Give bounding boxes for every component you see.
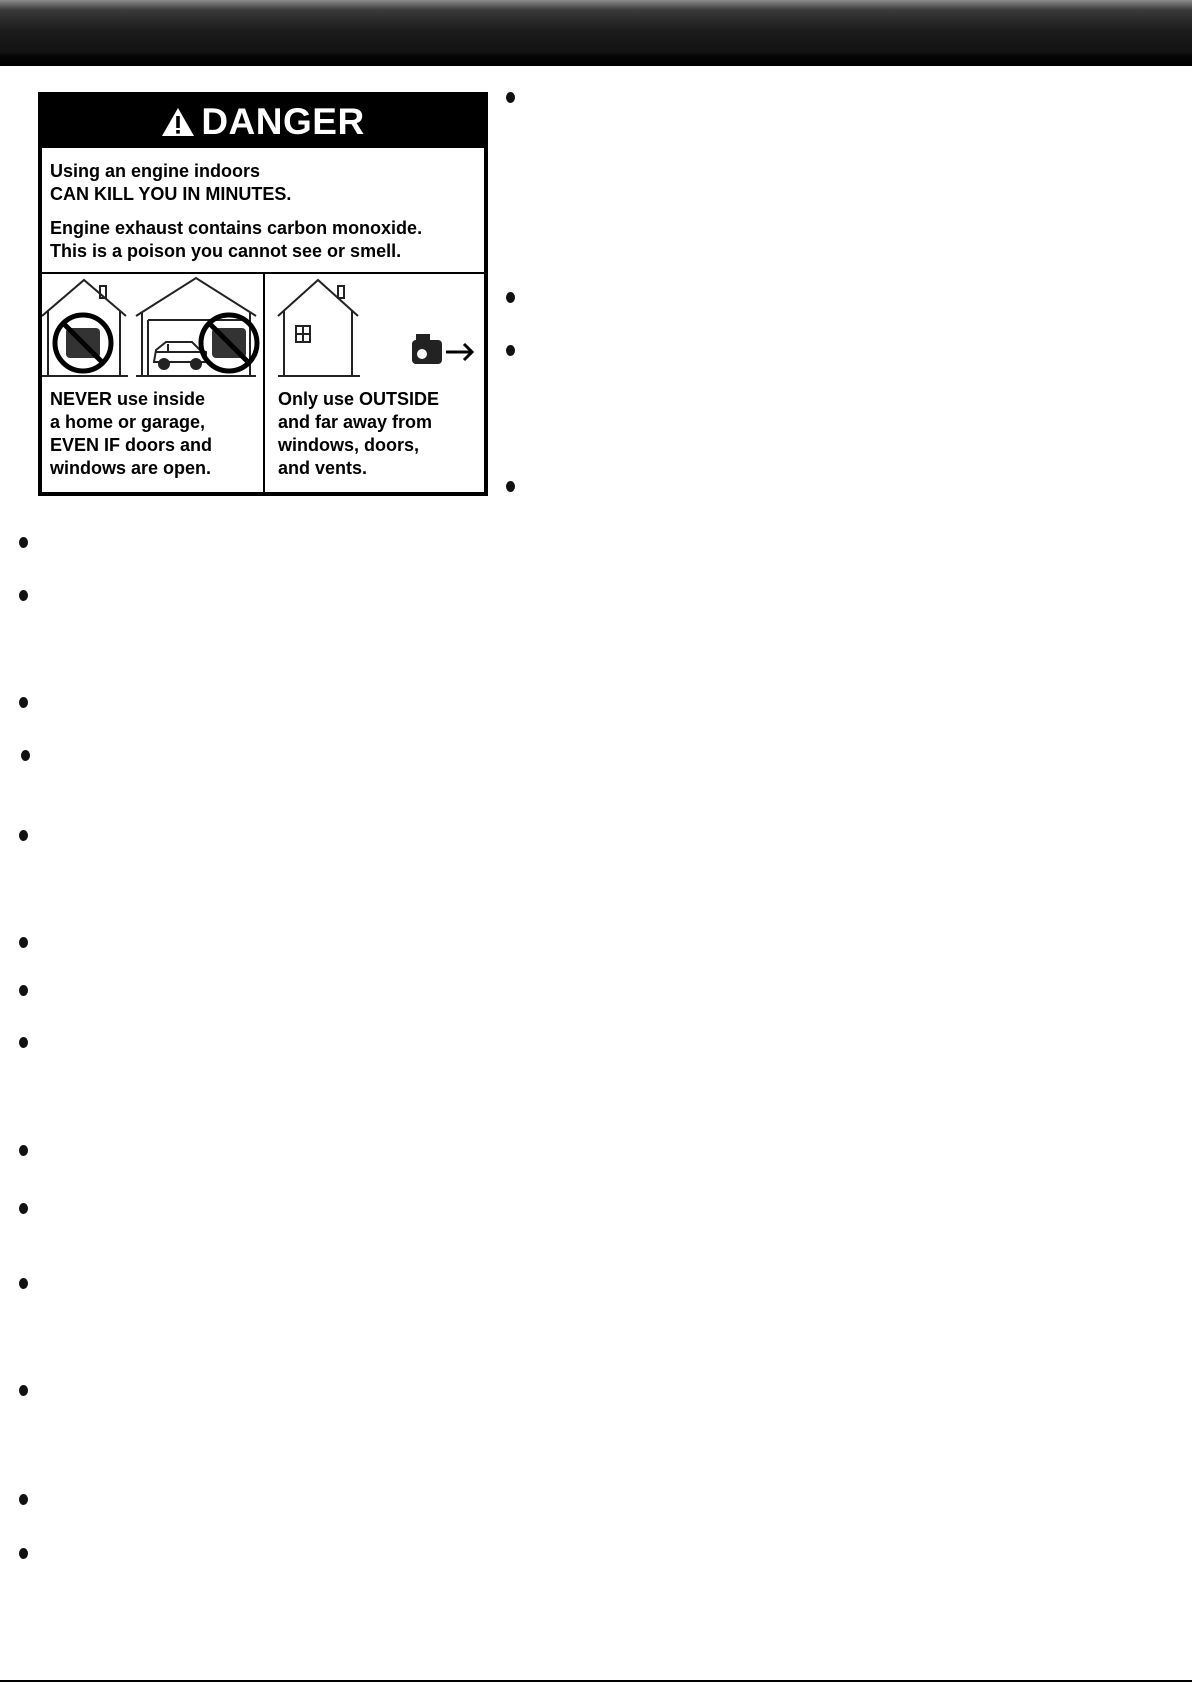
car-icon [154, 342, 206, 369]
bullet-point [19, 590, 28, 601]
bullet-point [506, 92, 515, 103]
bullet-point [19, 697, 28, 708]
prohibited-engine-icon [201, 315, 257, 371]
bullet-point [19, 830, 28, 841]
danger-line-1: Using an engine indoors [50, 161, 261, 181]
bullet-point [19, 1203, 28, 1214]
label-divider-vertical [263, 272, 265, 492]
bullet-point [19, 537, 28, 548]
left-panel-text [50, 388, 212, 480]
header-bar [0, 0, 1192, 66]
warning-triangle-icon [161, 107, 195, 137]
bullet-point [19, 1494, 28, 1505]
bullet-point [506, 292, 515, 303]
right-panel-line: Only use OUTSIDE [278, 389, 440, 409]
arrow-right-icon [446, 344, 472, 360]
bullet-point [506, 481, 515, 492]
left-panel-line: EVEN IF doors and [50, 435, 213, 455]
bullet-point [506, 345, 515, 356]
danger-line-4: This is a poison you cannot see or smell. [50, 241, 402, 261]
danger-message [50, 160, 476, 274]
bullet-point [19, 1037, 28, 1048]
danger-safety-label [38, 92, 488, 496]
danger-header [42, 96, 484, 148]
bullet-point [19, 1385, 28, 1396]
danger-line-3: Engine exhaust contains carbon monoxide. [50, 218, 423, 238]
indoor-prohibited-illustration [42, 276, 262, 386]
bullet-point [21, 750, 30, 761]
footer-rule [0, 1680, 1192, 1682]
outdoor-use-illustration [266, 276, 484, 386]
bullet-point [19, 1548, 28, 1559]
right-panel-line: and vents. [278, 458, 368, 478]
right-panel-text [278, 388, 439, 480]
left-panel-line: a home or garage, [50, 412, 206, 432]
right-panel-line: and far away from [278, 412, 433, 432]
bullet-point [19, 985, 28, 996]
bullet-point [19, 1278, 28, 1289]
bullet-point [19, 1145, 28, 1156]
house-icon [278, 280, 360, 376]
left-panel-line: windows are open. [50, 458, 212, 478]
danger-heading: DANGER [201, 101, 365, 142]
left-panel-line: NEVER use inside [50, 389, 206, 409]
prohibited-engine-icon [55, 315, 111, 371]
bullet-point [19, 937, 28, 948]
engine-icon [412, 334, 442, 364]
danger-line-2: CAN KILL YOU IN MINUTES. [50, 184, 292, 204]
right-panel-line: windows, doors, [278, 435, 420, 455]
